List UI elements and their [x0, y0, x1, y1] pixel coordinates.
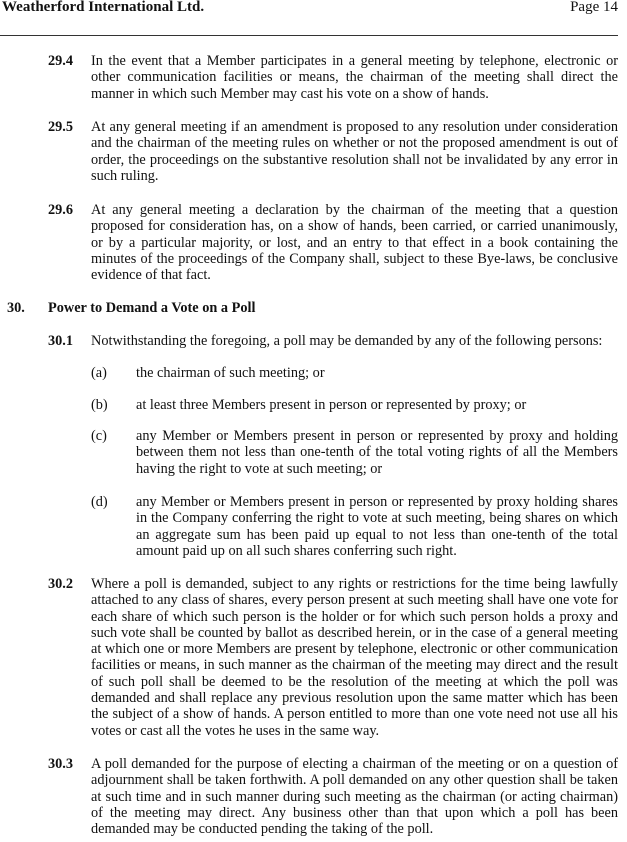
- header-divider: [0, 35, 618, 36]
- page-header: [0, 0, 618, 20]
- clause-number: 30.2: [48, 576, 74, 592]
- item-label: (a): [91, 365, 107, 381]
- item-label: (d): [91, 494, 108, 510]
- item-text: any Member or Members present in person or represented by proxy and holding between them not less than one-tenth of the total voting rights of all the Members having the right to vote at such meeting; or: [136, 428, 618, 477]
- clause-text: A poll demanded for the purpose of electing a chairman of the meeting or on a question of adjournment shall be taken forthwith. A poll demanded on any other question shall be taken at such time and in such manner during such meeting as the chairman (or acting chairman) of the meeting may direct. Any business other than that upon which a poll has been demanded may be conducted pending the taking of the poll.: [91, 756, 618, 838]
- clause-text: In the event that a Member participates in a general meeting by telephone, electronic or other communication facilities or means, the chairman of the meeting shall direct the manner in which such Member may cast his vote on a show of hands.: [91, 53, 618, 102]
- item-text: at least three Members present in person or represented by proxy; or: [136, 397, 527, 413]
- section-number: 30.: [7, 300, 25, 316]
- clause-text: At any general meeting a declaration by the chairman of the meeting that a question proposed for consideration has, on a show of hands, been carried, or carried unanimously, or by a particular majority, or lost, and an entry to that effect in a book containing the minutes of the proceedings of the Company shall, subject to these Bye-laws, be conclusive evidence of that fact.: [91, 202, 618, 284]
- clause-number: 29.6: [48, 202, 74, 218]
- item-text: the chairman of such meeting; or: [136, 365, 325, 381]
- item-text: any Member or Members present in person or represented by proxy holding shares in the Company conferring the right to vote at such meeting, being shares on which an aggregate sum has been paid up equal to not less than one-tenth of the total amount paid up on all such shares conferring such right.: [136, 494, 618, 559]
- clause-number: 30.3: [48, 756, 74, 772]
- clause-number: 29.5: [48, 119, 74, 135]
- clause-text: At any general meeting if an amendment is proposed to any resolution under consideration and the chairman of the meeting rules on whether or not the proposed amendment is out of order, the proceedings on the substantive resolution shall not be invalidated by any error in such ruling.: [91, 119, 618, 184]
- clause-text: Where a poll is demanded, subject to any rights or restrictions for the time being lawfully attached to any class of shares, every person present at such meeting shall have one vote for each share of which such person is the holder or for which such person holds a proxy and such vote shall be counted by ballot as described herein, or in the case of a general meeting at which one or more Members are present by telephone, electronic or other communication facilities or means, in such manner as the chairman of the meeting may direct and the result of such poll shall be deemed to be the resolution of the meeting at which the poll was demanded and shall replace any previous resolution upon the same matter which has been the subject of a show of hands. A person entitled to more than one vote need not use all his votes or cast all the votes he uses in the same way.: [91, 576, 618, 739]
- clause-number: 29.4: [48, 53, 74, 69]
- page-number: Page 14: [570, 0, 618, 15]
- item-label: (b): [91, 397, 108, 413]
- clause-number: 30.1: [48, 333, 74, 349]
- section-title: Power to Demand a Vote on a Poll: [48, 300, 256, 316]
- item-label: (c): [91, 428, 107, 444]
- clause-text: Notwithstanding the foregoing, a poll may be demanded by any of the following persons:: [91, 333, 603, 349]
- company-name: Weatherford International Ltd.: [2, 0, 205, 15]
